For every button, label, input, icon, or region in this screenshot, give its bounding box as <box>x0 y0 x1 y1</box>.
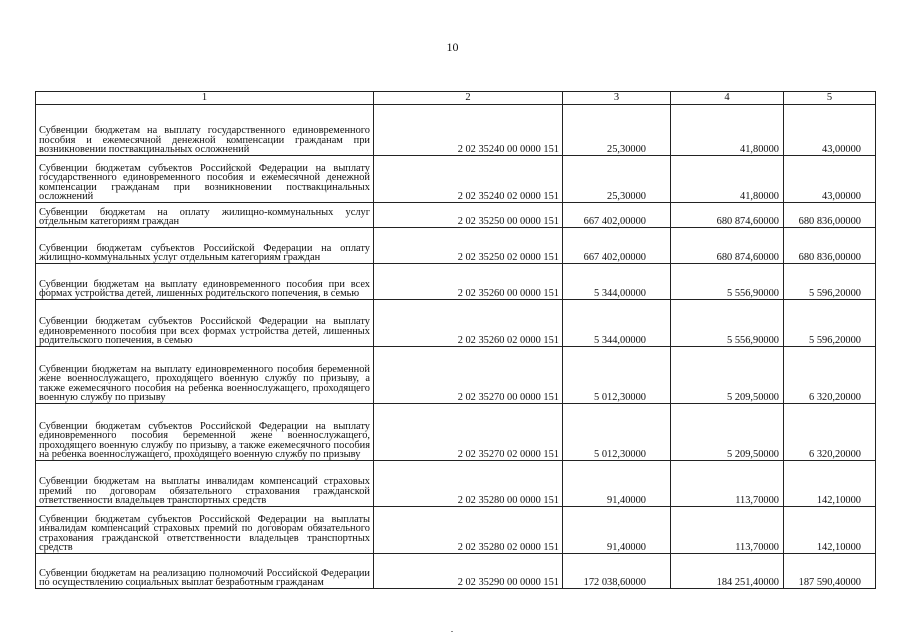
row-value-col3: 25,30000 <box>563 156 671 203</box>
row-value-col4: 5 556,90000 <box>671 264 784 300</box>
header-row <box>36 92 876 105</box>
row-value-col3: 5 344,00000 <box>563 300 671 347</box>
row-value-col4: 5 556,90000 <box>671 300 784 347</box>
header-col-1: 1 <box>36 92 374 105</box>
row-value-col5: 680 836,00000 <box>784 203 876 228</box>
row-description: Субвенции бюджетам на реализацию полномочий Российской Федерации по осуществлению социальных выплат безработным гражданам <box>36 554 374 589</box>
header-col-3: 3 <box>563 92 671 105</box>
row-value-col3: 667 402,00000 <box>563 228 671 264</box>
row-value-col5: 5 596,20000 <box>784 264 876 300</box>
row-description: Субвенции бюджетам на выплату государственного единовременного пособия и ежемесячной денежной компенсации гражданам при возникновении поствакцинальных осложнений <box>36 105 374 156</box>
row-value-col5: 43,00000 <box>784 156 876 203</box>
row-value-col5: 6 320,20000 <box>784 404 876 461</box>
row-description: Субвенции бюджетам на оплату жилищно-коммунальных услуг отдельным категориям граждан <box>36 203 374 228</box>
row-value-col4: 184 251,40000 <box>671 554 784 589</box>
row-value-col3: 25,30000 <box>563 105 671 156</box>
row-value-col5: 43,00000 <box>784 105 876 156</box>
row-value-col5: 142,10000 <box>784 461 876 507</box>
row-description: Субвенции бюджетам субъектов Российской Федерации на выплату единовременного пособия при всех формах устройства детей, лишенных родительского попечения, в семью <box>36 300 374 347</box>
header-col-4: 4 <box>671 92 784 105</box>
row-value-col4: 41,80000 <box>671 156 784 203</box>
row-value-col5: 142,10000 <box>784 507 876 554</box>
row-description: Субвенции бюджетам субъектов Российской Федерации на выплату единовременного пособия беременной жене военнослужащего, проходящего военную службу по призыву, а также ежемесячного пособия на ребенка военнослужащего, проходящего военную службу по призыву <box>36 404 374 461</box>
row-value-col4: 41,80000 <box>671 105 784 156</box>
row-value-col5: 680 836,00000 <box>784 228 876 264</box>
row-value-col3: 5 012,30000 <box>563 347 671 404</box>
row-code: 2 02 35280 00 0000 151 <box>374 461 563 507</box>
budget-table <box>35 91 876 589</box>
table-row <box>36 228 876 264</box>
row-value-col3: 172 038,60000 <box>563 554 671 589</box>
table-row <box>36 461 876 507</box>
row-code: 2 02 35260 00 0000 151 <box>374 264 563 300</box>
header-col-5: 5 <box>784 92 876 105</box>
row-value-col4: 113,70000 <box>671 507 784 554</box>
header-col-2: 2 <box>374 92 563 105</box>
row-value-col3: 91,40000 <box>563 461 671 507</box>
row-code: 2 02 35260 02 0000 151 <box>374 300 563 347</box>
row-code: 2 02 35270 02 0000 151 <box>374 404 563 461</box>
row-value-col3: 667 402,00000 <box>563 203 671 228</box>
row-value-col4: 680 874,60000 <box>671 228 784 264</box>
scan-speck <box>451 631 453 632</box>
row-code: 2 02 35240 02 0000 151 <box>374 156 563 203</box>
row-value-col4: 680 874,60000 <box>671 203 784 228</box>
row-value-col4: 113,70000 <box>671 461 784 507</box>
row-code: 2 02 35250 00 0000 151 <box>374 203 563 228</box>
table-row <box>36 404 876 461</box>
table-row <box>36 156 876 203</box>
row-description: Субвенции бюджетам на выплаты инвалидам компенсаций страховых премий по договорам обязательного страхования гражданской ответственности владельцев транспортных средств <box>36 461 374 507</box>
row-code: 2 02 35290 00 0000 151 <box>374 554 563 589</box>
row-description: Субвенции бюджетам на выплату единовременного пособия беременной жене военнослужащего, проходящего военную службу по призыву, а также ежемесячного пособия на ребенка военнослужащего, проходящего военную службу по призыву <box>36 347 374 404</box>
row-description: Субвенции бюджетам субъектов Российской Федерации на оплату жилищно-коммунальных услуг отдельным категориям граждан <box>36 228 374 264</box>
table-row <box>36 554 876 589</box>
row-value-col4: 5 209,50000 <box>671 404 784 461</box>
row-code: 2 02 35270 00 0000 151 <box>374 347 563 404</box>
row-description: Субвенции бюджетам субъектов Российской Федерации на выплаты инвалидам компенсаций страховых премий по договорам обязательного страхования гражданской ответственности владельцев транспортных средств <box>36 507 374 554</box>
row-code: 2 02 35240 00 0000 151 <box>374 105 563 156</box>
row-value-col3: 91,40000 <box>563 507 671 554</box>
row-description: Субвенции бюджетам субъектов Российской Федерации на выплату государственного единовременного пособия и ежемесячной денежной компенсации гражданам при возникновении поствакцинальных осложнений <box>36 156 374 203</box>
row-value-col5: 5 596,20000 <box>784 300 876 347</box>
table-row <box>36 507 876 554</box>
row-code: 2 02 35280 02 0000 151 <box>374 507 563 554</box>
row-value-col3: 5 012,30000 <box>563 404 671 461</box>
row-value-col5: 187 590,40000 <box>784 554 876 589</box>
row-description: Субвенции бюджетам на выплату единовременного пособия при всех формах устройства детей, лишенных родительского попечения, в семью <box>36 264 374 300</box>
table-row <box>36 264 876 300</box>
table-row <box>36 203 876 228</box>
row-value-col4: 5 209,50000 <box>671 347 784 404</box>
row-code: 2 02 35250 02 0000 151 <box>374 228 563 264</box>
table-row <box>36 347 876 404</box>
table-row <box>36 105 876 156</box>
page-number: 10 <box>446 40 459 54</box>
row-value-col5: 6 320,20000 <box>784 347 876 404</box>
table-row <box>36 300 876 347</box>
row-value-col3: 5 344,00000 <box>563 264 671 300</box>
